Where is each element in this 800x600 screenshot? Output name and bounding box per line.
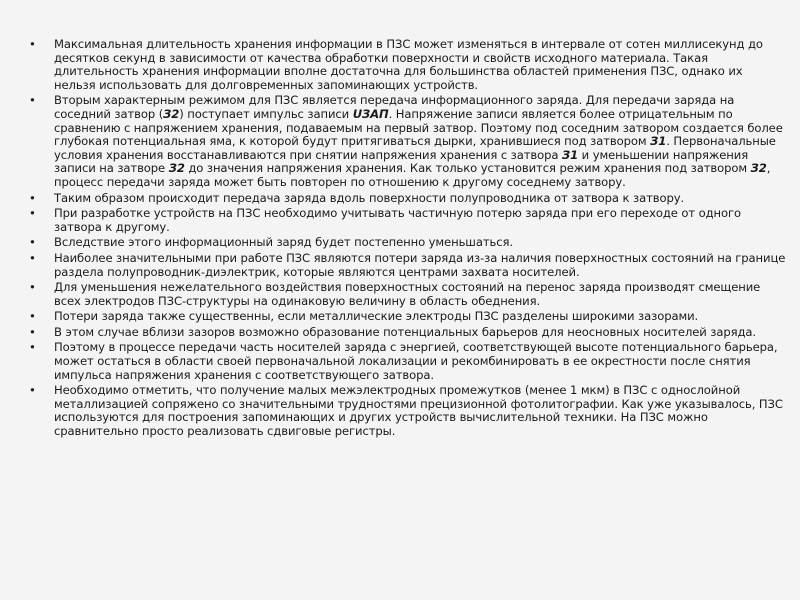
list-item — [26, 38, 786, 92]
paragraph-text: Вследствие этого информационный заряд будет постепенно уменьшаться. — [54, 235, 513, 250]
paragraph-text: Вторым характерным режимом для ПЗС является передача информационного заряда. Для передачи заряда на соседний затвор ( — [54, 93, 735, 121]
list-item — [26, 207, 786, 234]
paragraph-text: Поэтому в процессе передачи часть носителей заряда с энергией, соответствующей высоте потенциального барьера, может остаться в области своей первоначальной локализации и рекомбинировать в ее окрестности после снятия импульса напряжения хранения с соответствующего затвора. — [54, 340, 778, 382]
bullet-icon: • — [29, 37, 36, 51]
paragraph-text: В этом случае вблизи зазоров возможно образование потенциальных барьеров для неосновных носителей заряда. — [54, 324, 757, 339]
bullet-icon: • — [29, 235, 36, 250]
paragraph-text: Таким образом происходит передача заряда вдоль поверхности полупроводника от затвора к затвору. — [54, 190, 685, 205]
paragraph-text: . Первоначальные условия хранения восстанавливаются при снятии напряжения хранения с затвора — [54, 134, 776, 162]
paragraph-text: , процесс передачи заряда может быть повторен по отношению к другому соседнему затвору. — [54, 161, 771, 189]
list-item — [26, 281, 786, 308]
bullet-icon: • — [29, 250, 36, 265]
gate-label: З1 — [650, 134, 667, 149]
bullet-icon: • — [29, 190, 36, 205]
bullet-icon: • — [29, 280, 36, 295]
gate-label: З2 — [750, 161, 767, 176]
paragraph-text: Необходимо отметить, что получение малых межэлектродных промежутков (менее 1 мкм) в ПЗС с однослойной металлизацией сопряжено со значительными трудностями прецизионной фотолитографии. Как уже указывалось, ПЗС используются для построения запоминающих и других устройств вычислительной техники. На ПЗС можно сравнительно просто реализовать сдвиговые регистры. — [54, 383, 783, 439]
list-item — [26, 252, 786, 279]
paragraph-text: . Напряжение записи является более отрицательным по сравнению с напряжением хранения, подаваемым на первый затвор. Поэтому под соседним затвором создается более глубокая потенциальная яма, к которой будут притягиваться дырки, хранившиеся под затвором — [54, 106, 783, 149]
bullet-list — [26, 38, 786, 439]
bullet-icon: • — [29, 309, 36, 324]
bullet-icon: • — [29, 324, 36, 339]
bullet-icon: • — [29, 340, 36, 355]
paragraph-text: ) поступает импульс записи — [179, 106, 353, 121]
gate-label: З2 — [163, 106, 180, 121]
paragraph-text: до значения напряжения хранения. Как только установится режим хранения под затвором — [184, 161, 751, 176]
list-item — [26, 341, 786, 382]
list-item — [26, 384, 786, 438]
list-item — [26, 94, 786, 189]
bullet-icon: • — [29, 383, 36, 398]
paragraph-text: и уменьшении напряжения записи на затворе — [54, 147, 749, 176]
list-item — [26, 326, 786, 340]
paragraph-text: Для уменьшения нежелательного воздействия поверхностных состояний на перенос заряда производят смещение всех электродов ПЗС-структуры на одинаковую величину в область обеднения. — [54, 280, 761, 308]
bullet-icon: • — [29, 93, 36, 108]
voltage-label: UЗАП — [352, 106, 389, 121]
list-item — [26, 192, 786, 206]
list-item — [26, 310, 786, 324]
paragraph-text: Максимальная длительность хранения информации в ПЗС может изменяться в интервале от сотен миллисекунд до десятков секунд в зависимости от качества обработки поверхности и свойств исходного материала. Такая длительность хранения информации вполне достаточна для большинства областей применения ПЗС, однако их нельзя использовать для долговременных запоминающих устройств. — [54, 37, 763, 92]
bullet-icon: • — [29, 206, 36, 221]
list-item — [26, 236, 786, 250]
paragraph-text: При разработке устройств на ПЗС необходимо учитывать частичную потерю заряда при его переходе от одного затвора к другому. — [54, 206, 741, 234]
gate-label: З1 — [561, 147, 579, 162]
gate-label: З2 — [168, 161, 185, 176]
paragraph-text: Наиболее значительными при работе ПЗС являются потери заряда из-за наличия поверхностных состояний на границе раздела полупроводник-диэлектрик, которые являются центрами захвата носителей. — [54, 250, 786, 279]
paragraph-text: Потери заряда также существенны, если металлические электроды ПЗС разделены широкими зазорами. — [54, 309, 699, 324]
